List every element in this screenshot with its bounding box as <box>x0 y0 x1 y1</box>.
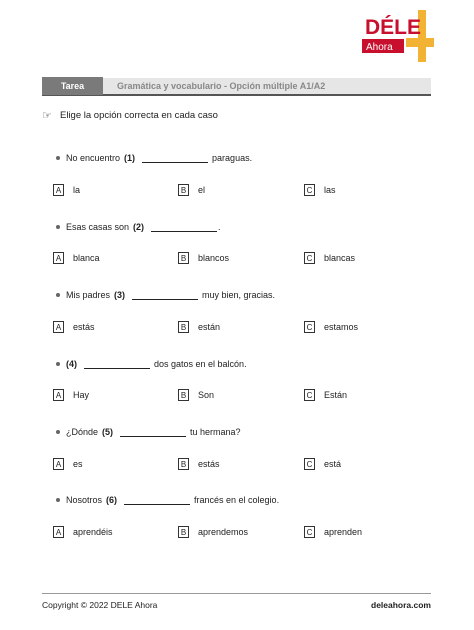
bullet-icon <box>56 498 60 502</box>
q1-option-a[interactable] <box>53 184 80 196</box>
option-letter-box[interactable]: C <box>304 184 315 196</box>
question-text-after: francés en el colegio. <box>194 495 280 505</box>
option-letter-box[interactable]: C <box>304 321 315 333</box>
q6-option-b[interactable] <box>178 526 248 538</box>
tarea-header-bar <box>42 78 431 96</box>
option-letter-box[interactable]: A <box>53 458 64 470</box>
question-1 <box>56 153 252 163</box>
instruction-text: Elige la opción correcta en cada caso <box>60 110 218 121</box>
option-text: es <box>73 459 83 469</box>
footer-divider <box>42 593 431 594</box>
q4-option-b[interactable] <box>178 389 214 401</box>
option-text: Son <box>198 390 215 400</box>
question-text-before: Nosotros <box>66 495 103 505</box>
question-6 <box>56 495 279 505</box>
question-text-before: ¿Dónde <box>66 427 99 437</box>
bullet-icon <box>56 293 60 297</box>
q2-option-a[interactable] <box>53 252 100 264</box>
q4-option-a[interactable] <box>53 389 89 401</box>
q1-option-b[interactable] <box>178 184 205 196</box>
tarea-title: Gramática y vocabulario - Opción múltiple A1/A2 <box>117 81 326 91</box>
question-text-before: No encuentro <box>66 153 121 163</box>
option-text: aprenden <box>324 527 363 537</box>
question-text-before: Esas casas son <box>66 222 130 232</box>
question-number: (3) <box>114 290 126 300</box>
option-letter-box[interactable]: A <box>53 184 64 196</box>
q5-option-a[interactable] <box>53 458 83 470</box>
q2-option-c[interactable] <box>304 252 355 264</box>
question-text-after: tu hermana? <box>190 427 241 437</box>
option-letter-box[interactable]: C <box>304 526 315 538</box>
q5-option-c[interactable] <box>304 458 341 470</box>
question-text-after: . <box>218 222 221 232</box>
logo-text-ahora: Ahora <box>366 42 393 53</box>
question-5 <box>56 427 241 437</box>
pointing-hand-icon: ☞ <box>42 110 52 122</box>
question-number: (2) <box>133 222 145 232</box>
option-text: blancos <box>198 253 230 263</box>
logo-cross-horizontal <box>406 38 434 47</box>
q5-option-b[interactable] <box>178 458 220 470</box>
option-text: las <box>324 185 336 195</box>
option-text: blanca <box>73 253 100 263</box>
answer-blank[interactable] <box>151 223 217 232</box>
question-number: (5) <box>102 427 114 437</box>
q6-option-a[interactable] <box>53 526 113 538</box>
option-text: estás <box>198 459 220 469</box>
option-text: aprendemos <box>198 527 249 537</box>
option-text: estamos <box>324 322 359 332</box>
bullet-icon <box>56 225 60 229</box>
question-number: (1) <box>124 153 136 163</box>
bullet-icon <box>56 430 60 434</box>
logo-text-dele: DÉLE <box>365 16 422 39</box>
question-4 <box>56 359 247 369</box>
footer-copyright: Copyright © 2022 DELE Ahora <box>42 600 158 610</box>
answer-blank[interactable] <box>142 154 208 163</box>
instruction <box>42 109 218 122</box>
footer-site-link[interactable]: deleahora.com <box>371 600 431 610</box>
tarea-label: Tarea <box>42 77 103 95</box>
q3-option-b[interactable] <box>178 321 220 333</box>
question-text-after: paraguas. <box>212 153 253 163</box>
option-letter-box[interactable]: B <box>178 184 189 196</box>
answer-blank[interactable] <box>132 291 198 300</box>
q2-option-b[interactable] <box>178 252 229 264</box>
option-text: el <box>198 185 206 195</box>
option-letter-box[interactable]: A <box>53 389 64 401</box>
q4-option-c[interactable] <box>304 389 347 401</box>
question-text-after: dos gatos en el balcón. <box>154 359 247 369</box>
option-letter-box[interactable]: B <box>178 252 189 264</box>
question-text-after: muy bien, gracias. <box>202 290 276 300</box>
option-text: está <box>324 459 342 469</box>
option-letter-box[interactable]: B <box>178 458 189 470</box>
bullet-icon <box>56 362 60 366</box>
option-text: estás <box>73 322 95 332</box>
option-letter-box[interactable]: C <box>304 389 315 401</box>
answer-blank[interactable] <box>124 496 190 505</box>
option-letter-box[interactable]: C <box>304 458 315 470</box>
option-letter-box[interactable]: A <box>53 321 64 333</box>
question-number: (6) <box>106 495 118 505</box>
option-text: Hay <box>73 390 90 400</box>
option-text: la <box>73 185 81 195</box>
option-text: están <box>198 322 221 332</box>
option-text: blancas <box>324 253 356 263</box>
option-text: Están <box>324 390 348 400</box>
question-text-before: Mis padres <box>66 290 111 300</box>
bullet-icon <box>56 156 60 160</box>
dele-ahora-logo <box>362 10 434 62</box>
option-letter-box[interactable]: A <box>53 526 64 538</box>
q1-option-c[interactable] <box>304 184 336 196</box>
option-letter-box[interactable]: B <box>178 389 189 401</box>
question-3 <box>56 290 275 300</box>
answer-blank[interactable] <box>120 428 186 437</box>
option-text: aprendéis <box>73 527 113 537</box>
option-letter-box[interactable]: B <box>178 321 189 333</box>
option-letter-box[interactable]: A <box>53 252 64 264</box>
question-number: (4) <box>66 359 77 369</box>
answer-blank[interactable] <box>84 360 150 369</box>
option-letter-box[interactable]: C <box>304 252 315 264</box>
q6-option-c[interactable] <box>304 526 362 538</box>
q3-option-a[interactable] <box>53 321 95 333</box>
q3-option-c[interactable] <box>304 321 358 333</box>
question-2 <box>56 222 221 232</box>
option-letter-box[interactable]: B <box>178 526 189 538</box>
